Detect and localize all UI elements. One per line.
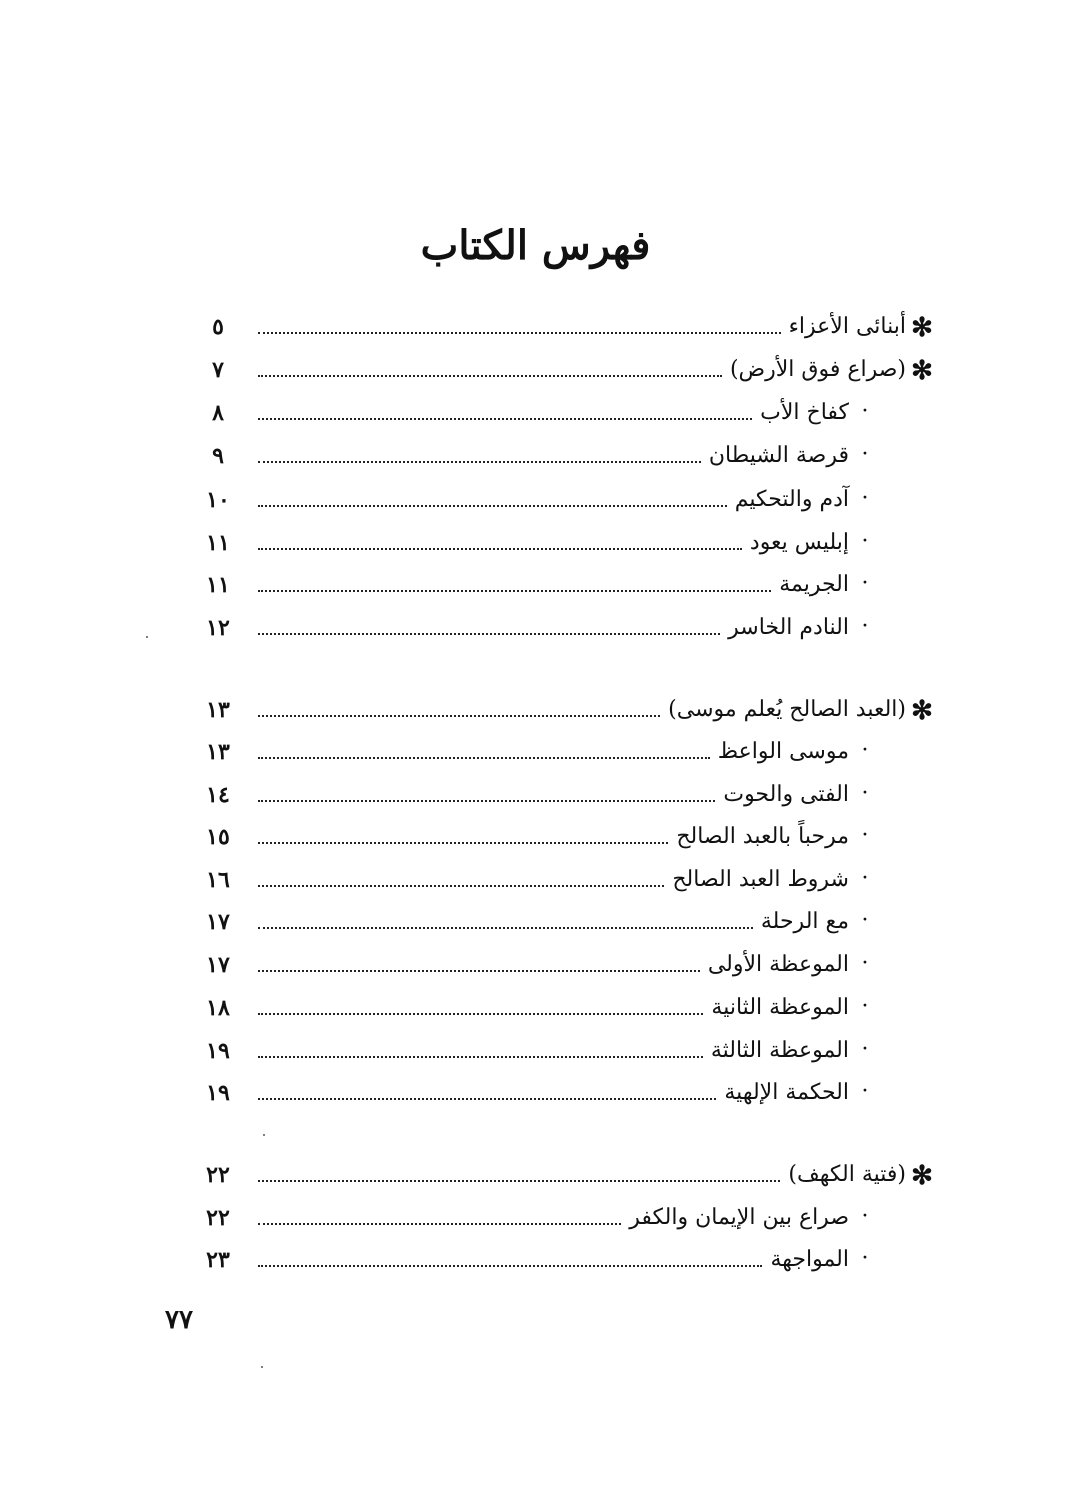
toc-entry-page: ٨ bbox=[212, 400, 224, 426]
toc-entry bbox=[0, 307, 1071, 349]
toc-entry-page: ٢٣ bbox=[206, 1247, 230, 1273]
toc-entry bbox=[0, 350, 1071, 392]
page-title: فهرس الكتاب bbox=[420, 222, 651, 269]
bullet-icon: · bbox=[861, 399, 869, 424]
toc-entry bbox=[0, 1198, 1071, 1240]
toc-entry-page: ٩ bbox=[212, 443, 224, 469]
toc-entry-page: ١٣ bbox=[206, 697, 230, 723]
toc-entry bbox=[0, 988, 1071, 1030]
toc-entry-page: ٢٢ bbox=[206, 1205, 230, 1231]
dot-leader bbox=[258, 715, 660, 717]
toc-entry-page: ١٦ bbox=[206, 867, 230, 893]
toc-entry-page: ١٤ bbox=[206, 782, 230, 808]
toc-entry-label: إبليس يعود bbox=[749, 530, 849, 555]
toc-entry-page: ١٢ bbox=[206, 615, 230, 641]
asterisk-icon: ✻ bbox=[911, 356, 933, 386]
bullet-icon: · bbox=[861, 529, 869, 554]
bullet-icon: · bbox=[861, 823, 869, 848]
toc-entry bbox=[0, 945, 1071, 987]
dot-leader bbox=[258, 1013, 703, 1015]
toc-entry-label: الموعظة الثانية bbox=[711, 995, 849, 1020]
toc-entry-label: (العبد الصالح يُعلم موسى) bbox=[668, 697, 906, 722]
toc-entry-page: ١٧ bbox=[206, 952, 230, 978]
dot-leader bbox=[258, 1098, 716, 1100]
dot-leader bbox=[258, 633, 720, 635]
bullet-icon: · bbox=[861, 1204, 869, 1229]
toc-entry-label: الجريمة bbox=[779, 572, 849, 597]
toc-entry-page: ١١ bbox=[206, 530, 230, 556]
asterisk-icon: ✻ bbox=[911, 313, 933, 343]
bullet-icon: · bbox=[861, 994, 869, 1019]
toc-entry-label: شروط العبد الصالح bbox=[672, 867, 849, 892]
dot-leader bbox=[258, 885, 664, 887]
dot-leader bbox=[258, 505, 727, 507]
toc-entry-label: الموعظة الأولى bbox=[707, 952, 849, 977]
toc-entry-page: ١١ bbox=[206, 572, 230, 598]
toc-entry-label: الفتى والحوت bbox=[723, 782, 849, 807]
toc-entry bbox=[0, 608, 1071, 650]
bullet-icon: · bbox=[861, 781, 869, 806]
toc-entry-label: كفاخ الأب bbox=[760, 400, 849, 425]
toc-entry-label: الحكمة الإلهية bbox=[724, 1080, 849, 1105]
toc-entry-label: (صراع فوق الأرض) bbox=[729, 357, 906, 382]
bullet-icon: · bbox=[861, 442, 869, 467]
toc-entry-page: ١٨ bbox=[206, 995, 230, 1021]
bullet-icon: · bbox=[861, 1037, 869, 1062]
page-number: ٧٧ bbox=[165, 1305, 193, 1335]
toc-entry bbox=[0, 1031, 1071, 1073]
toc-entry bbox=[0, 732, 1071, 774]
bullet-icon: · bbox=[861, 571, 869, 596]
bullet-icon: · bbox=[861, 486, 869, 511]
toc-entry bbox=[0, 1240, 1071, 1282]
dot-leader bbox=[258, 332, 781, 334]
bullet-icon: · bbox=[861, 951, 869, 976]
bullet-icon: · bbox=[861, 614, 869, 639]
toc-entry bbox=[0, 393, 1071, 435]
scan-speck bbox=[263, 1134, 265, 1136]
toc-entry bbox=[0, 436, 1071, 478]
asterisk-icon: ✻ bbox=[911, 696, 933, 726]
dot-leader bbox=[258, 418, 752, 420]
toc-entry-page: ١٠ bbox=[206, 487, 230, 513]
toc-entry bbox=[0, 480, 1071, 522]
dot-leader bbox=[258, 590, 771, 592]
dot-leader bbox=[258, 375, 722, 377]
toc-entry bbox=[0, 523, 1071, 565]
dot-leader bbox=[258, 757, 710, 759]
asterisk-icon: ✻ bbox=[911, 1161, 933, 1191]
toc-entry-page: ٢٢ bbox=[206, 1162, 230, 1188]
bullet-icon: · bbox=[861, 866, 869, 891]
toc-entry-page: ١٣ bbox=[206, 739, 230, 765]
dot-leader bbox=[258, 548, 742, 550]
dot-leader bbox=[258, 1223, 621, 1225]
toc-entry bbox=[0, 902, 1071, 944]
toc-entry bbox=[0, 817, 1071, 859]
toc-entry bbox=[0, 1073, 1071, 1115]
toc-entry-label: صراع بين الإيمان والكفر bbox=[629, 1205, 849, 1230]
toc-entry-label: آدم والتحكيم bbox=[734, 487, 849, 512]
toc-entry-page: ٥ bbox=[212, 314, 224, 340]
bullet-icon: · bbox=[861, 1246, 869, 1271]
toc-entry-page: ١٩ bbox=[206, 1080, 230, 1106]
toc-entry-page: ١٧ bbox=[206, 909, 230, 935]
toc-entry-label: أبنائى الأعزاء bbox=[788, 314, 906, 339]
dot-leader bbox=[258, 927, 753, 929]
toc-entry-label: مع الرحلة bbox=[760, 909, 849, 934]
toc-entry-label: الموعظة الثالثة bbox=[710, 1038, 849, 1063]
bullet-icon: · bbox=[861, 908, 869, 933]
toc-entry bbox=[0, 565, 1071, 607]
toc-entry-label: (فتية الكهف) bbox=[788, 1162, 906, 1187]
scan-speck bbox=[146, 636, 148, 638]
dot-leader bbox=[258, 1056, 703, 1058]
scan-speck bbox=[261, 1366, 263, 1368]
dot-leader bbox=[258, 461, 701, 463]
bullet-icon: · bbox=[861, 738, 869, 763]
toc-entry bbox=[0, 860, 1071, 902]
dot-leader bbox=[258, 1265, 762, 1267]
toc-entry bbox=[0, 1155, 1071, 1197]
toc-entry-label: المواجهة bbox=[770, 1247, 849, 1272]
toc-entry bbox=[0, 775, 1071, 817]
toc-entry-label: النادم الخاسر bbox=[728, 615, 849, 640]
toc-entry-label: موسى الواعظ bbox=[717, 739, 849, 764]
toc-entry-page: ٧ bbox=[212, 357, 224, 383]
dot-leader bbox=[258, 842, 668, 844]
toc-entry-page: ١٩ bbox=[206, 1038, 230, 1064]
bullet-icon: · bbox=[861, 1079, 869, 1104]
toc-entry bbox=[0, 690, 1071, 732]
dot-leader bbox=[258, 970, 700, 972]
toc-entry-label: قرصة الشيطان bbox=[708, 443, 849, 468]
dot-leader bbox=[258, 800, 715, 802]
toc-entry-page: ١٥ bbox=[206, 824, 230, 850]
dot-leader bbox=[258, 1180, 780, 1182]
toc-entry-label: مرحباً بالعبد الصالح bbox=[676, 824, 849, 849]
